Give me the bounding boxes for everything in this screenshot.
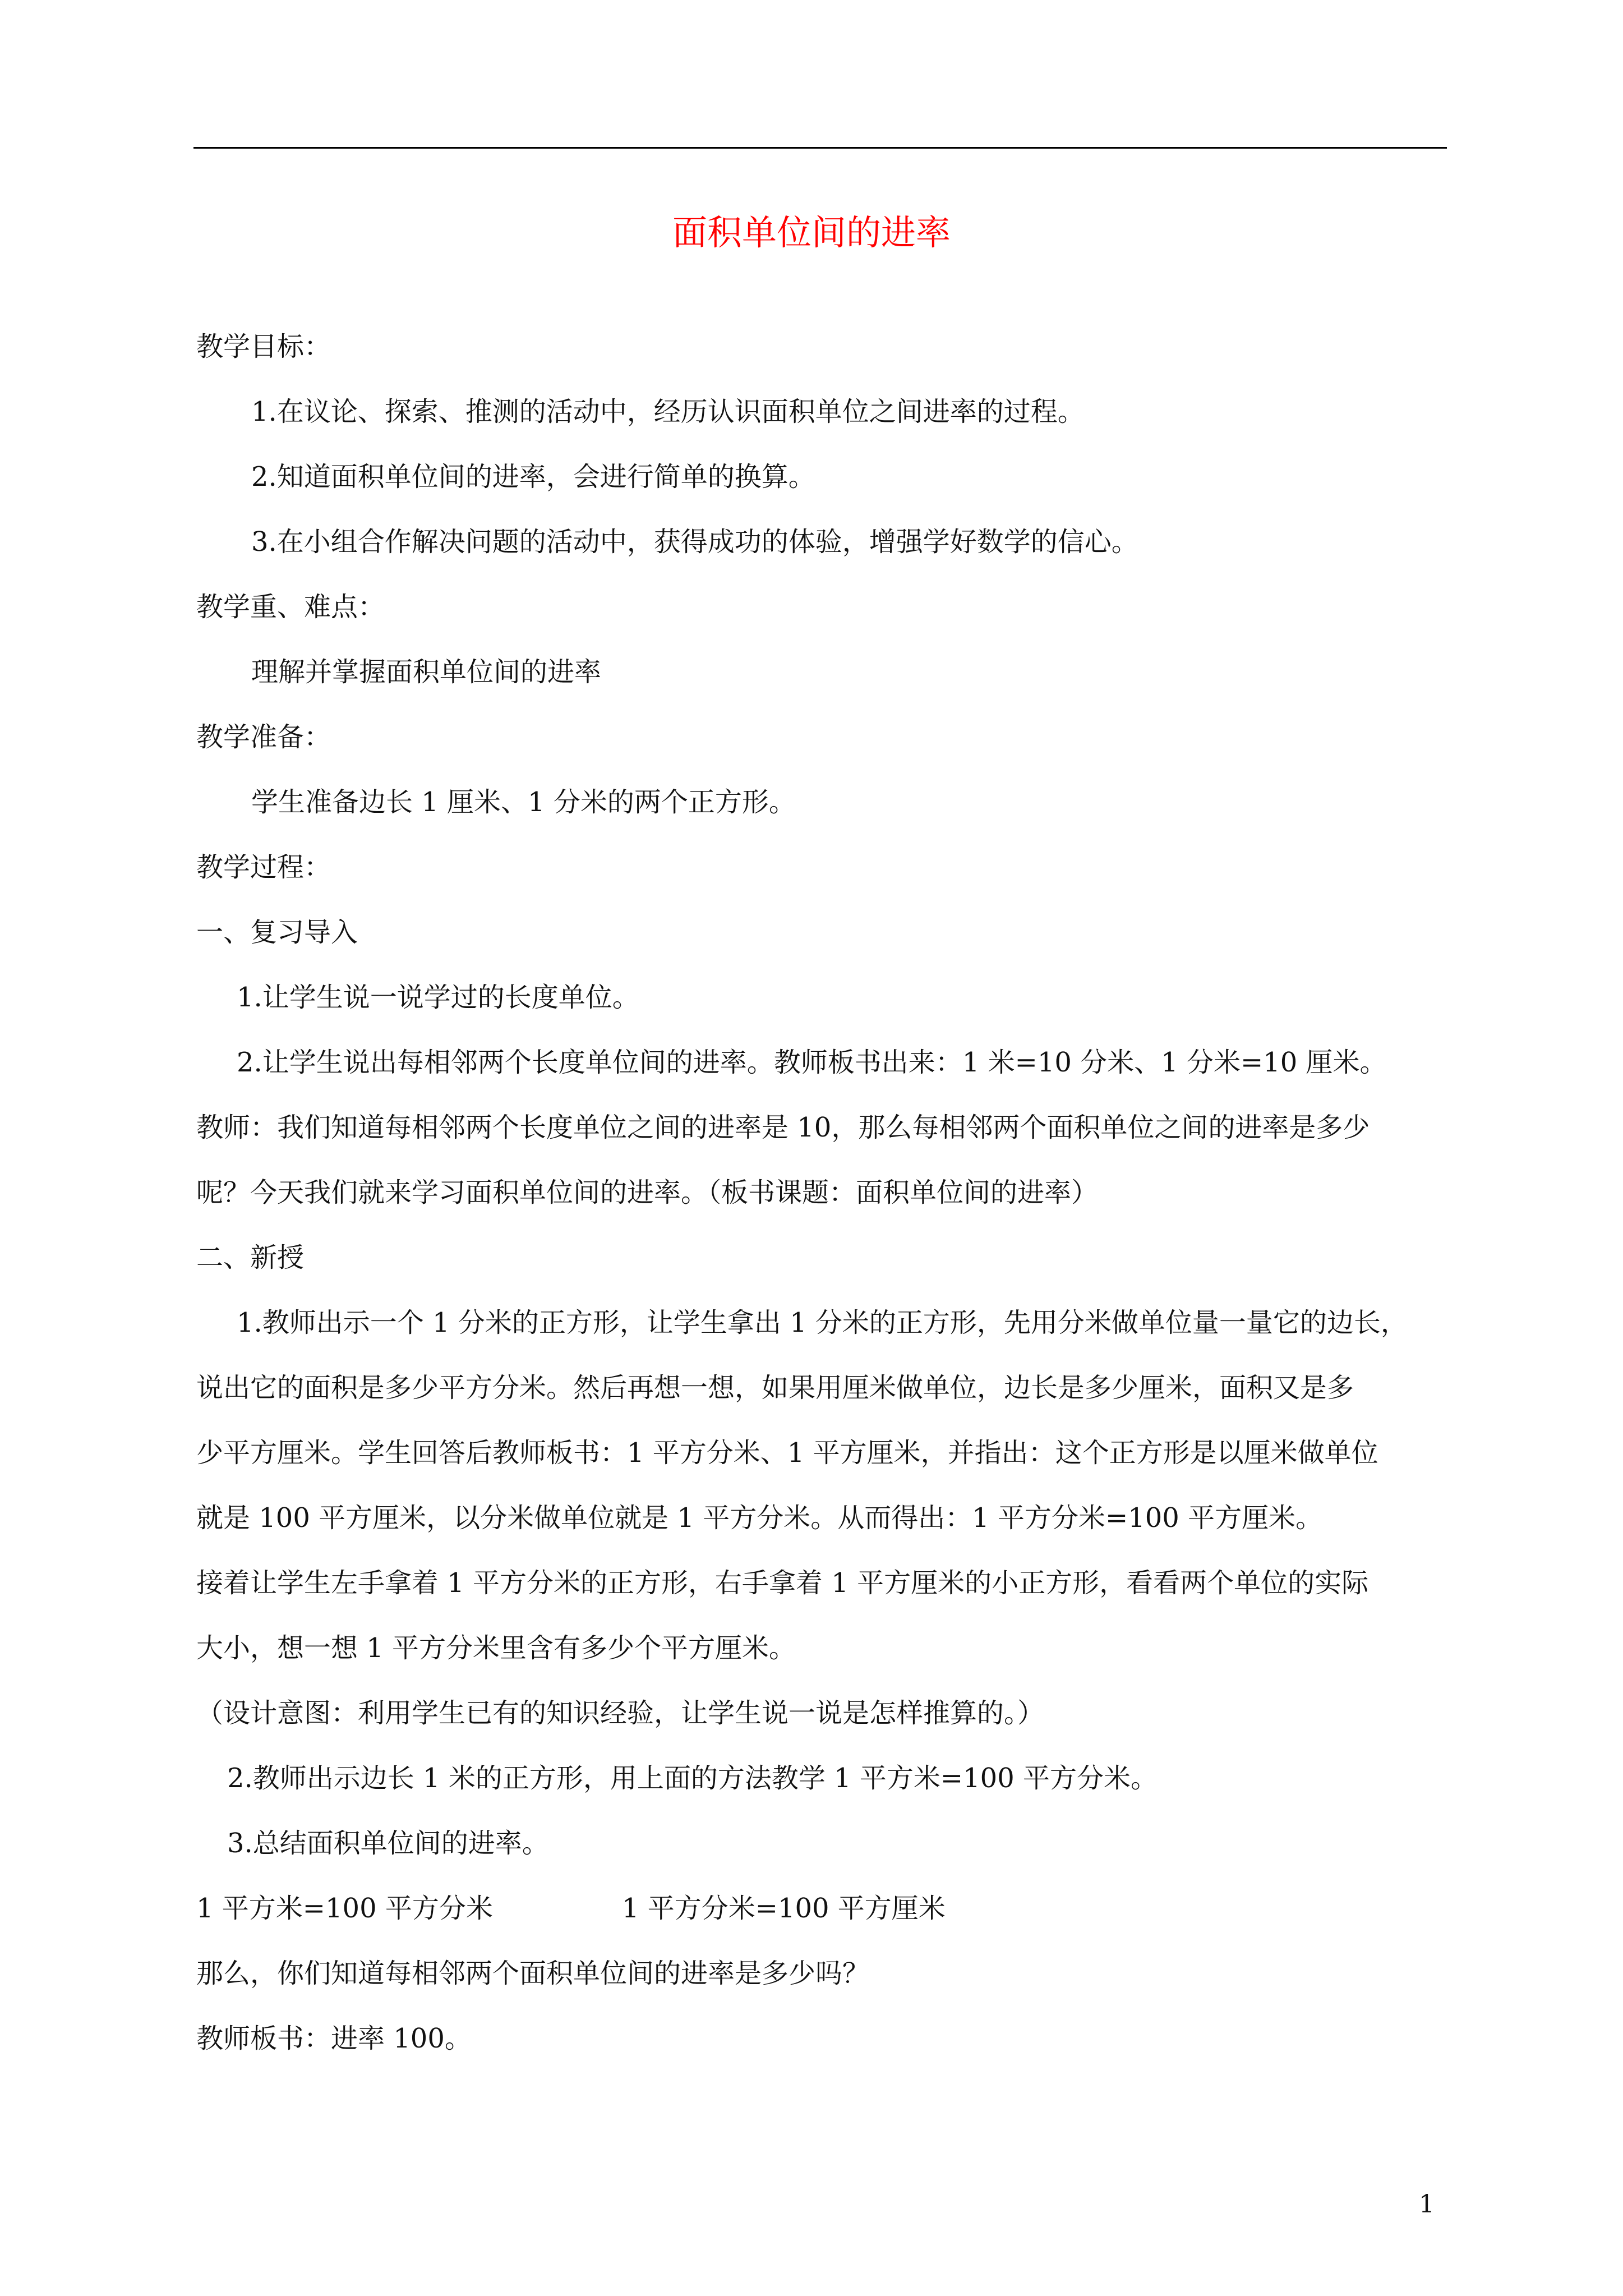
conversion-line [196,1876,1447,1941]
paragraph-line: 教师：我们知道每相邻两个长度单位之间的进率是 10，那么每相邻两个面积单位之间的进率是多少 [196,1112,1370,1143]
conversion-square-meter: 1 平方米=100 平方分米 [196,1893,493,1924]
question-line: 那么，你们知道每相邻两个面积单位间的进率是多少吗？ [196,1958,870,1989]
new-lesson-item-2: 2.教师出示边长 1 米的正方形，用上面的方法教学 1 平方米=100 平方分米。 [227,1763,1158,1794]
section-heading-objectives: 教学目标： [196,331,331,362]
paragraph-line: 就是 100 平方厘米，以分米做单位就是 1 平方分米。从而得出：1 平方分米=100 平方厘米。 [196,1502,1323,1534]
board-note: 教师板书：进率 100。 [196,2023,472,2054]
design-intent-note: （设计意图：利用学生已有的知识经验，让学生说一说是怎样推算的。） [196,1697,1045,1729]
paragraph-line: 说出它的面积是多少平方分米。然后再想一想，如果用厘米做单位，边长是多少厘米，面积又是多 [196,1372,1354,1404]
subsection-review: 一、复习导入 [196,917,358,948]
paragraph-line: 少平方厘米。学生回答后教师板书：1 平方分米、1 平方厘米，并指出：这个正方形是以厘米做单位 [196,1437,1378,1469]
new-lesson-item-3: 3.总结面积单位间的进率。 [227,1828,549,1859]
section-heading-key-points: 教学重、难点： [196,591,385,623]
conversion-square-decimeter: 1 平方分米=100 平方厘米 [621,1893,946,1924]
objective-1: 1.在议论、探索、推测的活动中，经历认识面积单位之间进率的过程。 [251,396,1085,427]
paragraph-line: 呢？今天我们就来学习面积单位间的进率。（板书课题：面积单位间的进率） [196,1177,1099,1208]
paragraph-line: 大小，想一想 1 平方分米里含有多少个平方厘米。 [196,1632,796,1664]
objective-2: 2.知道面积单位间的进率，会进行简单的换算。 [251,461,815,493]
review-item-1: 1.让学生说一说学过的长度单位。 [237,982,639,1013]
document-title: 面积单位间的进率 [672,212,951,253]
objective-3: 3.在小组合作解决问题的活动中，获得成功的体验，增强学好数学的信心。 [251,526,1138,558]
review-item-2: 2.让学生说出每相邻两个长度单位间的进率。教师板书出来：1 米=10 分米、1 分米=10 厘米。 [237,1047,1387,1078]
section-heading-preparation: 教学准备： [196,721,331,753]
section-heading-process: 教学过程： [196,852,331,883]
subsection-new-lesson: 二、新授 [196,1242,305,1273]
preparation-text: 学生准备边长 1 厘米、1 分米的两个正方形。 [251,786,796,818]
key-point-text: 理解并掌握面积单位间的进率 [251,656,602,688]
header-rule [193,147,1447,149]
document-body [196,314,1447,2071]
page-number: 1 [1419,2190,1435,2219]
paragraph-line: 1.教师出示一个 1 分米的正方形，让学生拿出 1 分米的正方形，先用分米做单位量一量它的边长， [237,1307,1408,1338]
paragraph-line: 接着让学生左手拿着 1 平方分米的正方形，右手拿着 1 平方厘米的小正方形，看看两个单位的实际 [196,1567,1369,1599]
